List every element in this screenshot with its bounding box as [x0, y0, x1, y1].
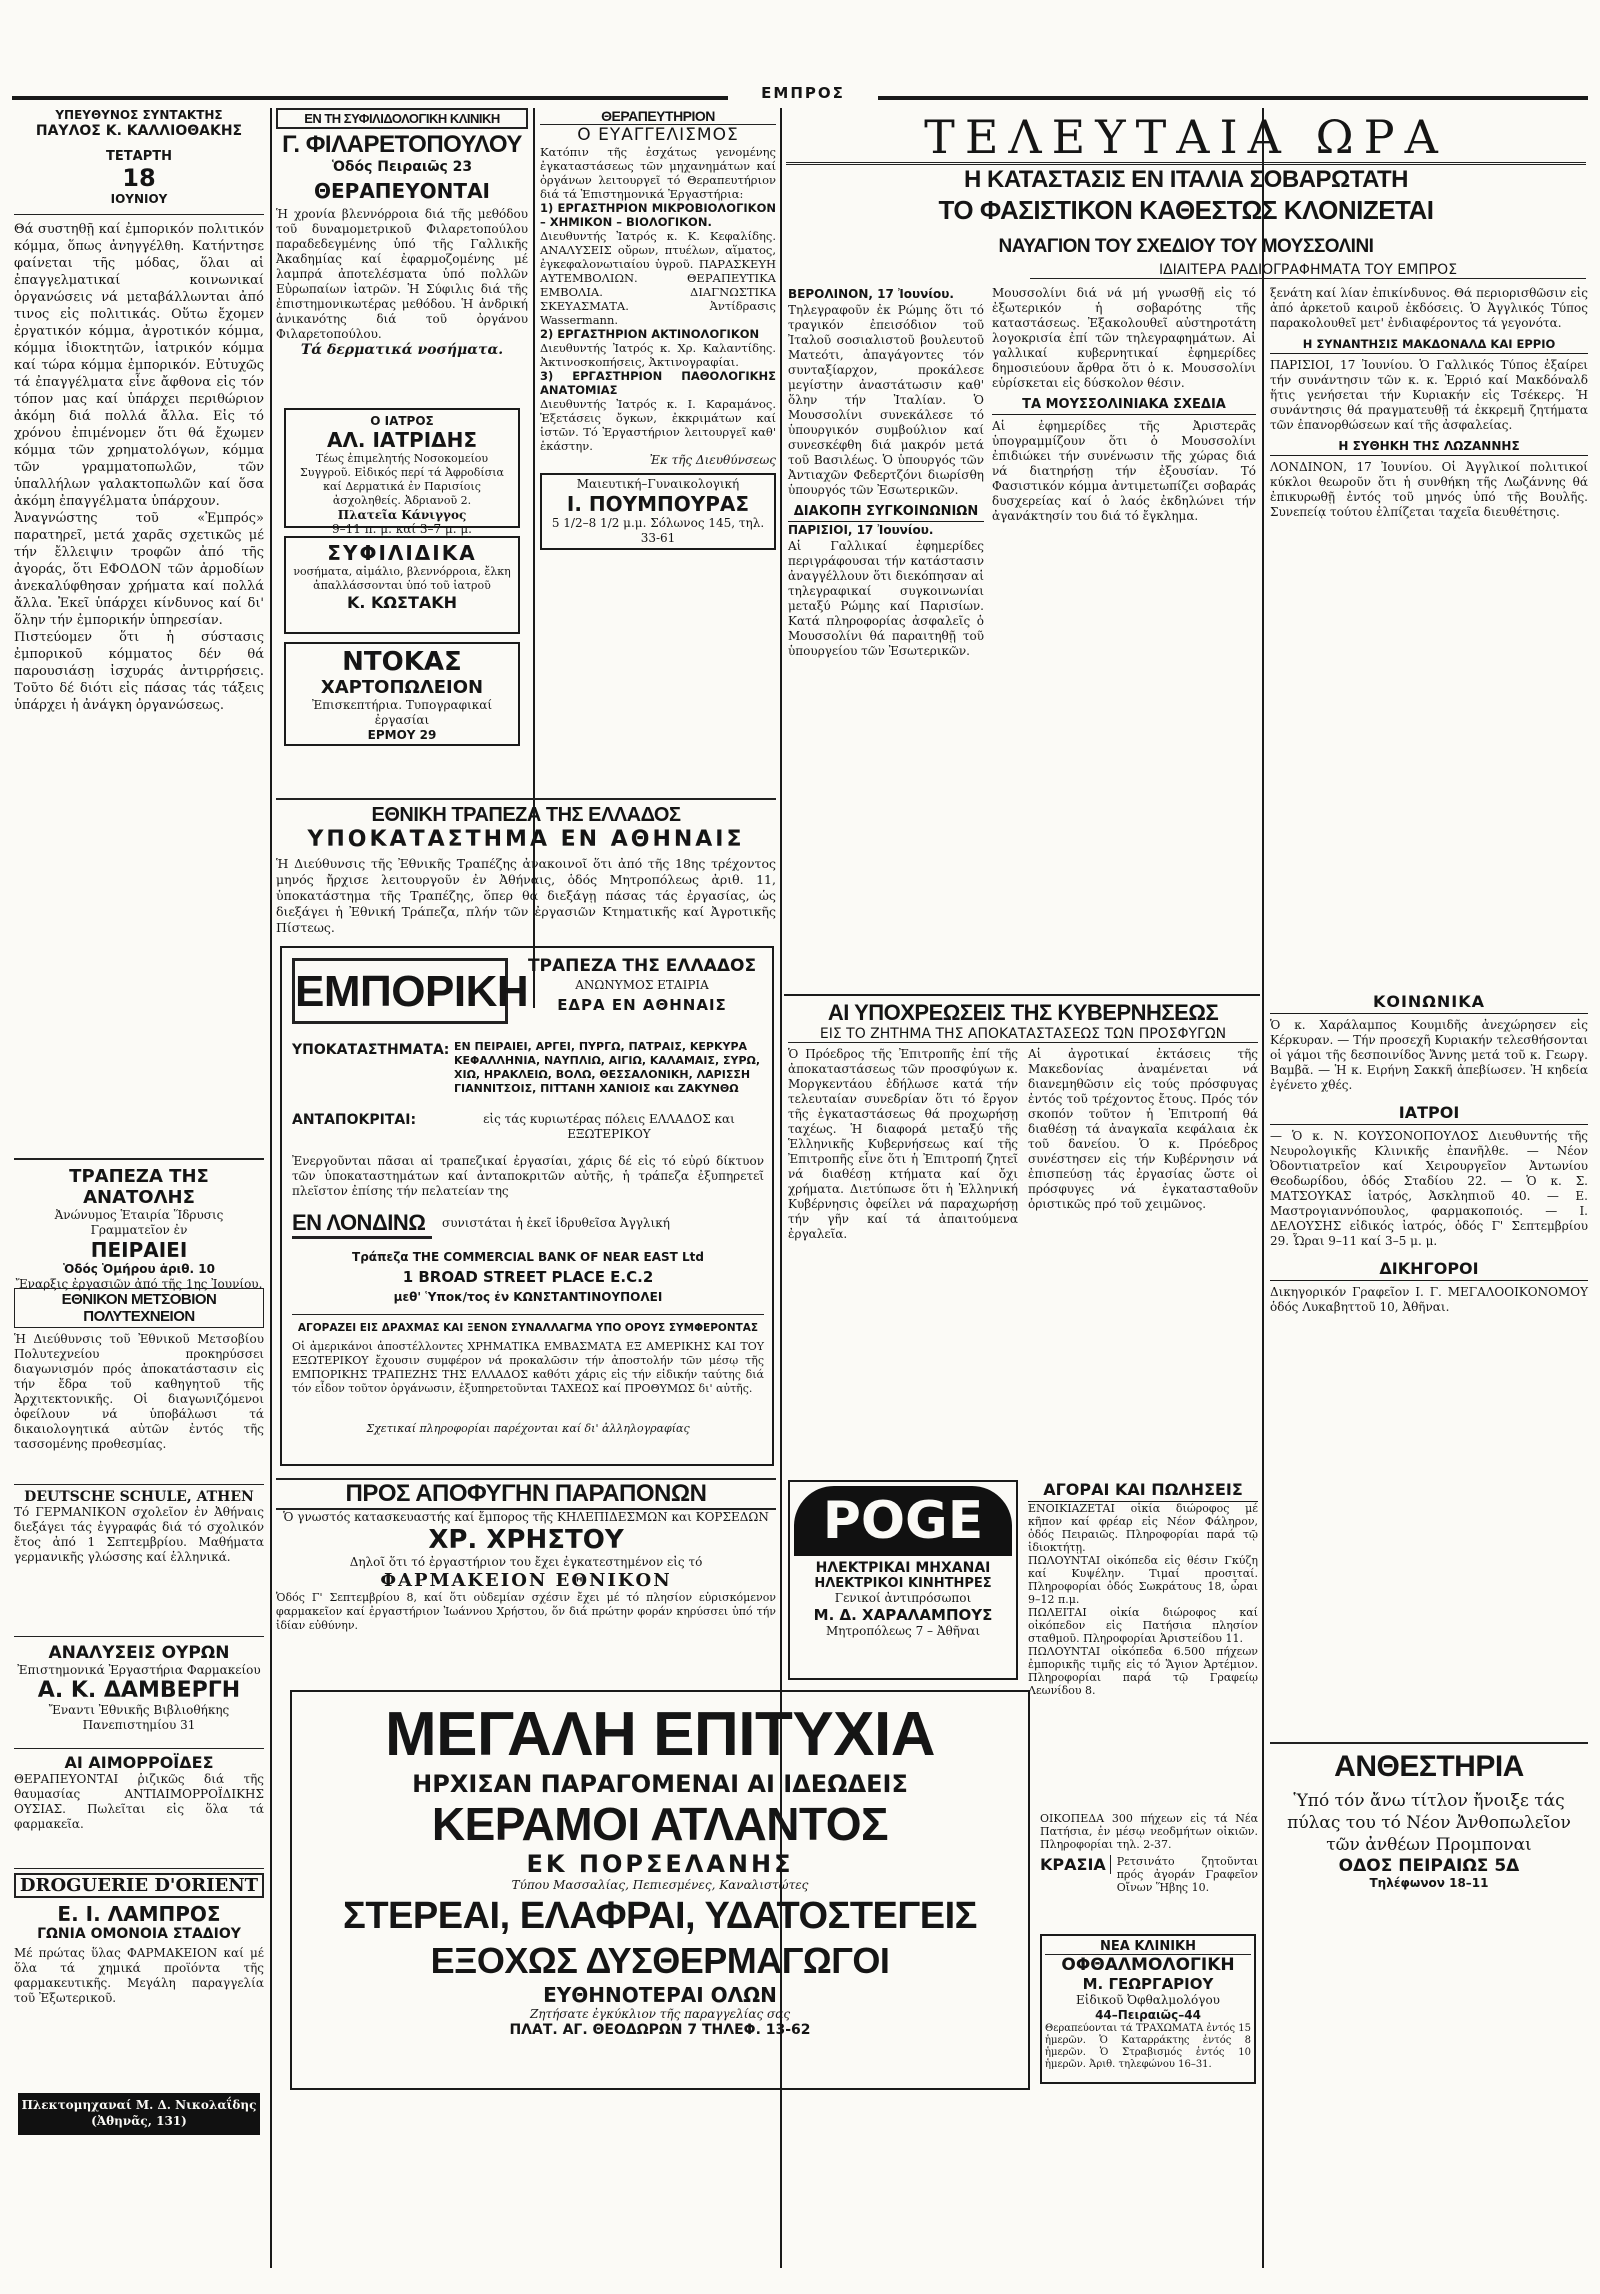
stationery-ad	[284, 642, 520, 746]
section-rule	[784, 994, 1260, 996]
ad-title: ΝΤΟΚΑΣ	[342, 647, 462, 677]
ad-price: ΕΥΘΗΝΟΤΕΡΑΙ ΟΛΩΝ	[543, 1983, 777, 2007]
ad-title: ΑΝΘΕΣΤΗΡΙΑ	[1270, 1742, 1588, 1784]
ad-address: ΕΡΜΟΥ 29	[367, 728, 437, 742]
article-text: Αἱ ἀγροτικαί ἐκτάσεις τῆς Μακεδονίας ἀναμένεται νά διανεμηθῶσιν εἰς τούς πρόσφυγας ἐντός τοῦ τρέχοντος ἔτους. Πρός τόν σκοπόν τοῦτον ἡ Ἐπιτροπή θά διαθέσῃ τά ἀναγκαῖα κεφάλαια ἐκ τοῦ δανείου. Ὁ κ. Πρόεδρος συνέστησεν εἰς τήν Κυβέρνησιν νά ἐπισπεύσῃ τάς ἐργασίας ὥστε οἱ πρόσφυγες νά ἐγκατασταθοῦν ὁριστικῶς πρό τοῦ χειμῶνος.	[1028, 1047, 1258, 1211]
ad-address: Ὁδός Ὁμήρου ἀριθ. 10	[63, 1262, 215, 1276]
news-text: ξενάτη καί λίαν ἐπικίνδυνος. Θά περιορισθῶσιν εἰς ἀπό ἀρκετοῦ καιροῦ ἐκδόσεις. Ὁ Ἀγγλικός Τύπος παρακολουθεῖ μετ' ἐνδιαφέροντος τά γεγονότα.	[1270, 286, 1588, 330]
news-text: Αἱ Γαλλικαί ἐφημερίδες περιγράφουσαι τήν κατάστασιν ἀναγγέλλουν ὅτι διεκόπησαν αἱ τηλεγραφικαί συγκοινωνίαι μεταξύ Ρώμης καί Παρισίων. Κατά πληροφορίας ἀσφαλεῖς ὁ Μουσσολίνι θά παραιτηθῇ τοῦ ὑπουργείου τῶν Ἐσωτερικῶν.	[788, 539, 984, 658]
clinic-address: Ὁδός Πειραιῶς 23	[331, 159, 473, 175]
issue-month: ΙΟΥΝΙΟΥ	[110, 192, 168, 206]
dateline: ΒΕΡΟΛΙΝΟΝ, 17 Ἰουνίου.	[788, 287, 954, 301]
ad-title: ΑΝΑΛΥΣΕΙΣ ΟΥΡΩΝ	[48, 1643, 230, 1663]
ad-address: ΟΔΟΣ ΠΕΙΡΑΙΩΣ 5Δ	[1338, 1856, 1520, 1876]
section-heading: ΔΙΚΗΓΟΡΟΙ	[1270, 1259, 1588, 1281]
fx-text: Οἱ ἀμερικάνοι ἀποστέλλοντες ΧΡΗΜΑΤΙΚΑ ΕΜΒΑΣΜΑΤΑ ΕΞ ΑΜΕΡΙΚΗΣ ΚΑΙ ΤΟΥ ΕΞΩΤΕΡΙΚΟΥ ἔχουσιν συμφέρον νά προκαλῶσιν τήν ἀποστολήν τῶν μέσῳ τῆς ΕΜΠΟΡΙΚΗΣ ΤΡΑΠΕΖΗΣ ΤΗΣ ΕΛΛΑΔΟΣ καθότι χάρις εἰς τήν εἰδικήν ταύτης διά τόν εἶδον τοῦτον ὀργάνωσιν, ἐξυπηρετοῦνται ΤΑΧΕΩΣ καί ΠΡΟΘΥΜΩΣ δι' αὐτῆς.	[292, 1340, 764, 1395]
notice-text: Ἡ Διεύθυνσις τοῦ Ἐθνικοῦ Μετσοβίου Πολυτεχνείου προκηρύσσει διαγωνισμόν πρός ἀποκατάστασιν εἰς τήν ἔδρα τοῦ καθηγητοῦ τῆς Ἀρχιτεκτονικῆς. Οἱ διαγωνιζόμενοι ὀφείλουν νά ὑποβάλωσι τά δικαιολογητικά αὐτῶν ἐντός τῆς τασσομένης προθεσμίας.	[14, 1332, 264, 1451]
section-heading: ΑΓΟΡΑΙ ΚΑΙ ΠΩΛΗΣΕΙΣ	[1028, 1480, 1258, 1502]
ad-label: Ο ΙΑΤΡΟΣ	[370, 414, 434, 428]
knitting-machines-sign: Πλεκτομηχαναί Μ. Δ. Νικολαΐδης (Ἀθηνᾶς, 131)	[18, 2093, 260, 2135]
issue-day: 18	[122, 164, 156, 192]
ad-phone: Τηλέφωνον 18–11	[1369, 1876, 1489, 1890]
ad-name: Μ. ΓΕΩΡΓΑΡΙΟΥ	[1082, 1975, 1214, 1993]
ad-notice: Δηλοῖ ὅτι τό ἐργαστήριον του ἔχει ἐγκατεστημένον εἰς τό	[349, 1555, 703, 1569]
clinic-footer: Τά δερματικά νοσήματα.	[300, 342, 504, 358]
ad-text: Ἐπισκεπτήρια. Τυπογραφικαί ἐργασίαι	[311, 698, 493, 727]
corset-ad	[276, 1478, 776, 1632]
section-heading: ΙΑΤΡΟΙ	[1270, 1103, 1588, 1125]
london-text: συνιστάται ἡ ἐκεῖ ἱδρυθεῖσα Ἀγγλική	[442, 1216, 670, 1230]
classified-ad: ΠΩΛΕΙΤΑΙ οἰκία διώροφος καί οἰκόπεδον εἰς Πατήσια πλησίον σταθμοῦ. Πληροφορίαι Ἀριστείδου 11.	[1028, 1606, 1258, 1645]
ad-name: Κ. ΚΩΣΤΑΚΗ	[346, 593, 458, 612]
section-heading: ΤΑ ΜΟΥΣΣΟΛΙΝΙΑΚΑ ΣΧΕΔΙΑ	[992, 397, 1256, 415]
ad-hours: 5 1/2–8 1/2 μ.μ. Σόλωνος 145, τηλ. 33-61	[551, 516, 765, 545]
ad-note: Ἔναρξις ἐργασιῶν ἀπό τῆς 1ης Ἰουνίου.	[15, 1277, 263, 1291]
article-title: ΑΙ ΥΠΟΧΡΕΩΣΕΙΣ ΤΗΣ ΚΥΒΕΡΝΗΣΕΩΣ	[827, 1000, 1219, 1025]
poge-ad	[788, 1480, 1018, 1680]
london-label: ΕΝ ΛΟΝΔΙΝΩ	[292, 1210, 432, 1239]
ad-subtitle: ΥΠΟΚΑΤΑΣΤΗΜΑ ΕΝ ΑΘΗΝΑΙΣ	[307, 827, 745, 852]
right-column-lower	[1270, 992, 1588, 1692]
ad-footer: Σχετικαί πληροφορίαι παρέχονται καί δι' ἀλληλογραφίας	[366, 1422, 690, 1435]
ad-title: DROGUERIE D'ORIENT	[14, 1873, 264, 1898]
column-text: Θά συστηθῇ καί ἐμπορικόν πολιτικόν κόμμα, ὅπως ἀνηγγέλθη. Κατήντησε φαίνεται τῆς μόδας, ὅλαι αἱ ἐπαγγελματικαί κοινωνικαί ὁργανώσεις νά μεταβάλλωνται ἀπό τινος εἰς πολιτικάς. Οὕτω ἔχομεν ἐργατικόν κόμμα, ἀγροτικόν κόμμα, κόμμα ἰδιοκτητῶν, ἰατρικόν κόμμα καί τώρα κόμμα ἐμπορικόν. Εὐτυχῶς τά ἐπαγγέλματα εἶνε ἄφθονα εἰς τόν τόπον μας καί ὑπάρχει περιθώριον ἀκόμη διά πολλά ἄλλα. Εἰς τό χρόνου ἐπιμένομεν ὅτι θά ἔχωμεν κόμμα τῶν χρηματολόγων, κόμμα τῶν γραμματοπωλῶν, τῶν ὑπαλλήλων γαλακτοπωλῶν καί ὅσα ἀκόμη ἐπαγγέλματα ὑπάρχουν.	[14, 222, 264, 509]
news-headline: ΝΑΥΑΓΙΟΝ ΤΟΥ ΣΧΕΔΙΟΥ ΤΟΥ ΜΟΥΣΣΟΛΙΝΙ	[998, 236, 1374, 257]
news-col-a	[788, 286, 984, 986]
editor-label: ΥΠΕΥΘΥΝΟΣ ΣΥΝΤΑΚΤΗΣ	[55, 108, 223, 122]
column-rule	[270, 108, 272, 2268]
section-heading: ΔΙΑΚΟΠΗ ΣΥΓΚΟΙΝΩΝΙΩΝ	[788, 504, 984, 522]
column-text: Πιστεύομεν ὅτι ἡ σύστασις ἐμπορικοῦ κόμματος δέν θά παρουσιάσῃ ἰσχυράς ἀντιρρήσεις. Τοῦτο δέ διότι εἰς πάσας τάς τάξεις ὑπάρχει ἡ ἀνάγκη ὀργανώσεως.	[14, 630, 264, 713]
ad-line: ΗΡΧΙΣΑΝ ΠΑΡΑΓΟΜΕΝΑΙ ΑΙ ΙΔΕΩΔΕΙΣ	[412, 1770, 908, 1798]
ad-big-title: ΜΕΓΑΛΗ ΕΠΙΤΥΧΙΑ	[384, 1700, 936, 1769]
gynecology-ad	[540, 473, 776, 550]
ad-subtitle: Ο ΕΥΑΓΓΕΛΙΣΜΟΣ	[577, 125, 739, 145]
branches-label: ΥΠΟΚΑΤΑΣΤΗΜΑΤΑ:	[292, 1042, 450, 1058]
correspondents-label: ΑΝΤΑΠΟΚΡΙΤΑΙ:	[292, 1112, 417, 1128]
issue-weekday: ΤΕΤΑΡΤΗ	[106, 149, 172, 164]
ad-seat: ΕΔΡΑ ΕΝ ΑΘΗΝΑΙΣ	[557, 996, 727, 1014]
ad-text: Τέως ἐπιμελητής Νοσοκομείου Συγγροῦ. Εἰδικός περί τά Ἀφροδίσια καί Δερματικά ἐν Παρισίοις ἀσχοληθείς. Ἀδριανοῦ 2.	[300, 452, 504, 507]
ad-label: ΝΕΑ ΚΛΙΝΙΚΗ	[1045, 1939, 1251, 1955]
notice-title: DEUTSCHE SCHULE, ATHEN	[24, 1489, 254, 1505]
london-bank: Τράπεζα THE COMMERCIAL BANK OF NEAR EAST Ltd	[352, 1250, 704, 1264]
ad-title: ΤΡΑΠΕΖΑ ΤΗΣ ΕΛΛΑΔΟΣ	[527, 956, 757, 976]
ad-subtitle: Ἐπιστημονικά Ἐργαστήρια Φαρμακείου	[17, 1663, 261, 1677]
article-subtitle: ΕΙΣ ΤΟ ΖΗΤΗΜΑ ΤΗΣ ΑΠΟΚΑΤΑΣΤΑΣΕΩΣ ΤΩΝ ΠΡΟΣΦΥΓΩΝ	[788, 1026, 1258, 1043]
news-strap: ΙΔΙΑΙΤΕΡΑ ΡΑΔΙΟΓΡΑΦΗΜΑΤΑ ΤΟΥ ΕΜΠΡΟΣ	[1030, 262, 1586, 279]
ad-title: ΟΦΘΑΛΜΟΛΟΓΙΚΗ	[1061, 1955, 1235, 1975]
clinic-heading: ΘΕΡΑΠΕΥΟΝΤΑΙ	[314, 179, 490, 203]
masthead-paper-name: ΕΜΠΡΟΣ	[728, 84, 878, 106]
news-text: ΠΑΡΙΣΙΟΙ, 17 Ἰουνίου. Ὁ Γαλλικός Τύπος ἐξαίρει τήν συνάντησιν τῶν κ. κ. Ἐρριό καί Μακδόναλδ ἥτις γενήσεται τήν Κυριακήν εἰς Τσέκερς. Ἡ συνάντησις θά πραγματευθῇ τά ἐκκρεμῆ ζητήματα τῶν ἐπανορθώσεων καί τῆς ἀσφαλείας.	[1270, 358, 1588, 432]
market-column	[1028, 1480, 1258, 1697]
ad-name: Ε. Ι. ΛΑΜΠΡΟΣ	[57, 1902, 221, 1926]
lab-text: Διευθυντής Ἰατρός κ. Ι. Καραμάνος. Ἐξετάσεις ὄγκων, ἐκκριμάτων καί ἱστῶν. Τό Ἐργαστήριον λειτουργεῖ καθ' ἑκάστην.	[540, 397, 776, 453]
syphilis-ad	[284, 536, 520, 634]
droguerie-ad	[14, 1868, 264, 2058]
ad-text: ΘΕΡΑΠΕΥΟΝΤΑΙ ῥιζικῶς διά τῆς θαυμασίας ΑΝΤΙΑΙΜΟΡΡΟΪΔΙΚΗΣ ΟΥΣΙΑΣ. Πωλεῖται εἰς ὅλα τά φαρμακεῖα.	[14, 1772, 264, 1831]
ad-title: ΣΥΦΙΛΙΔΙΚΑ	[327, 541, 477, 565]
clinic-top-label: ΕΝ ΤΗ ΣΥΦΙΛΙΔΟΛΟΓΙΚΗ ΚΛΙΝΙΚΗ	[276, 108, 528, 129]
ad-address: ΓΩΝΙΑ ΟΜΟΝΟΙΑ ΣΤΑΔΙΟΥ	[37, 1926, 241, 1942]
column-text: Ἀναγνώστης τοῦ «Ἐμπρός» παρατηρεῖ, μετά χαρᾶς σχετικῶς μέ τήν ἔλλειψιν τροφῶν ἀπό τῆς ἀγοράς, ὅτι ΕΦΟΔΟΝ τῶν ἀρμοδίων ἀνεκαλύφθησαν χρήματα καί πολλά ἄλλα. Ἐκεῖ ὑπάρχει κίνδυνος καί δι' ὅλην τήν ἐμπορικήν ὑπηρεσίαν.	[14, 511, 264, 628]
tiles-ad	[290, 1690, 1030, 2090]
news-text: Τηλεγραφοῦν ἐκ Ρώμης ὅτι τό τραγικόν ἐπεισόδιον τοῦ Ἰταλοῦ σοσιαλιστοῦ βουλευτοῦ Ματεότι, ἀπαγάγοντες τόν συνταξίαρχον, προκάλεσε μεγίστην ἀναστάτωσιν καθ' ὅλην τήν Ἰταλίαν. Ὁ Μουσσολίνι συνεκάλεσε τό ὑπουργικόν συμβούλιον καί συνεσκέφθη διά μακρόν μετά τοῦ Βασιλέως. Ὁ ὑπουργός τῶν Ἀντιαχῶν Φεδερτζόνι διωρίσθη ὑπουργός τῶν Ἐσωτερικῶν.	[788, 303, 984, 497]
flowers-ad	[1270, 1742, 1588, 1942]
ad-label: Μαιευτική–Γυναικολογική	[576, 477, 740, 491]
eye-clinic-ad	[1040, 1934, 1256, 2084]
divider	[292, 1314, 764, 1315]
ad-subtitle: Εἰδικοῦ Ὀφθαλμολόγου	[1076, 1993, 1220, 2007]
ad-text: Κατόπιν τῆς ἐσχάτως γενομένης ἐγκαταστάσεως τῶν μηχανημάτων καί ὀργάνων λειτουργεῖ τό Θεραπευτήριον διά τά Ἐπιστημονικά Ἐργαστήρια:	[540, 145, 776, 201]
article-text: Ὁ Πρόεδρος τῆς Ἐπιτροπῆς ἐπί τῆς ἀποκαταστάσεως τῶν προσφύγων κ. Μοργκεντάου ἐδήλωσε κατά τήν τελευταίαν συνεδρίαν ὅτι τό ἔργον τῆς ἐγκαταστάσεως θά προχωρήσῃ ταχέως. Ἡ διαφορά μεταξύ τῆς Ἑλληνικῆς Κυβερνήσεως καί τῆς Ἐπιτροπῆς εἶνε ὅτι ἡ Ἐπιτροπή ζητεῖ νά διαθέσῃ κτήματα καί ὄχι χρήματα. Διετύπωσε ὅτι ἡ Ἑλληνική Κυβέρνησις ὀφείλει νά παραχωρήσῃ τήν γῆν καί τά ἀπαιτούμενα ἐργαλεῖα.	[788, 1047, 1018, 1241]
pharmacy-name: ΦΑΡΜΑΚΕΙΟΝ ΕΘΝΙΚΟΝ	[380, 1570, 672, 1591]
news-text: Αἱ ἐφημερίδες τῆς Ἀριστερᾶς ὑπογραμμίζουν ὅτι ὁ Μουσσολίνι ἐπιδιώκει τήν συνένωσιν τῆς χώρας διά νά διατηρήσῃ τήν ἐξουσίαν. Τό Φασιστικόν κόμμα ἀντιμετωπίζει σοβαράς δυσχερείας καί ὁ λαός ἐκδηλώνει τήν ἀγανάκτησίν του διά τό ἔγκλημα.	[992, 419, 1256, 523]
ad-text: Ἡ Διεύθυνσις τῆς Ἐθνικῆς Τραπέζης ἀνακοινοῖ ὅτι ἀπό τῆς 18ης τρέχοντος μηνός ἤρχισε λειτουργοῦν ἐν Ἀθήναις, ὁδός Μητροπόλεως ἀριθ. 11, ὑποκατάστημα τῆς Τραπέζης, ὅπερ θά διεξάγῃ πάσας τάς ἐργασίας, ὡς διεξάγει ἡ Ἐθνική Τράπεζα, πλήν τῶν ἐργασιῶν Κτηματικῆς καί Ἀγροτικῆς Πίστεως.	[276, 856, 776, 935]
brand-logo: POGE	[794, 1486, 1012, 1556]
ad-text: Μέ πρώτας ὕλας ΦΑΡΜΑΚΕΙΟΝ καί μέ ὅλα τά χημικά προϊόντα τῆς φαρμακευτικῆς. Μεγάλη παραγγελία τοῦ Ἐξωτερικοῦ.	[14, 1946, 264, 2005]
ad-address: 44–Πειραιῶς–44	[1095, 2008, 1201, 2022]
ad-note: Ζητήσατε ἐγκύκλιον τῆς παραγγελίας σας	[529, 2007, 791, 2021]
ad-title: ΤΡΑΠΕΖΑ ΤΗΣ ΑΝΑΤΟΛΗΣ	[69, 1166, 209, 1208]
ad-name: Α. Κ. ΔΑΜΒΕΡΓΗ	[37, 1678, 241, 1703]
divider	[14, 214, 264, 215]
ad-quality: ΕΞΟΧΩΣ ΔΥΣΘΕΡΜΑΓΩΓΟΙ	[430, 1940, 890, 1981]
ad-big-title: ΕΜΠΟΡΙΚΗ	[292, 958, 508, 1024]
dateline: ΠΑΡΙΣΙΟΙ, 17 Ἰουνίου.	[788, 523, 934, 537]
ad-text: νοσήματα, αἰμάλιο, βλεννόρροια, ἔλκη ἀπαλλάσσονται ὑπό τοῦ ἰατροῦ	[293, 565, 511, 592]
classified-ad: ΠΩΛΟΥΝΤΑΙ οἰκόπεδα 6.500 πήχεων ἐμπορικῆς τιμῆς εἰς τό Ἅγιον Ἀρτέμιον. Πληροφορίαι παρά τῷ Γραφείῳ Λεωνίδου 8.	[1028, 1645, 1258, 1697]
school-notice	[14, 1484, 264, 1604]
classified-ad: ΟΙΚΟΠΕΔΑ 300 πήχεων εἰς τά Νέα Πατήσια, ἐν μέσῳ νεοδμήτων οἰκιῶν. Πληροφορίαι τηλ. 2-37.	[1040, 1812, 1258, 1851]
section-heading: Η ΣΥΝΑΝΤΗΣΙΣ ΜΑΚΔΟΝΑΛΔ ΚΑΙ ΕΡΡΙΟ	[1270, 337, 1588, 354]
london-constantinople: μεθ' Ὑποκ/τος ἐν ΚΩΝΣΤΑΝΤΙΝΟΥΠΟΛΕΙ	[393, 1290, 663, 1304]
ad-signature: Ἐκ τῆς Διευθύνσεως	[649, 453, 776, 467]
ad-text: Θεραπεύονται τά ΤΡΑΧΩΜΑΤΑ ἐντός 15 ἡμερῶν. Ὁ Καταρράκτης ἐντός 8 ἡμερῶν. Ὁ Στραβισμός ἐντός 10 ἡμερῶν. Ἀριθ. τηλεφώνου 16–31.	[1045, 2023, 1251, 2070]
ad-quality: ΣΤΕΡΕΑΙ, ΕΛΑΦΡΑΙ, ΥΔΑΤΟΣΤΕΓΕΙΣ	[343, 1895, 977, 1937]
classified-ad: Ρετσινάτο ζητοῦνται πρός ἀγοράν Γραφεῖον Οἴνων Ἥβης 10.	[1116, 1855, 1258, 1894]
classified-ad: ΕΝΟΙΚΙΑΖΕΤΑΙ οἰκία διώροφος μέ κῆπον καί φρέαρ εἰς Νέον Φάληρον, ὁδός Πειραιῶς. Πληροφορίαι παρά τῷ ἰδιοκτήτῃ.	[1028, 1502, 1258, 1554]
national-bank-ad	[276, 798, 776, 938]
ad-text: Ὁδός Γ' Σεπτεμβρίου 8, καί ὅτι οὐδεμίαν σχέσιν ἔχει μέ τό πλησίον εὑρισκόμενον φαρμακεῖον καί ἐργαστήριον Ἰωάννου Χρήστου, ὅν διά πρώτην φοράν κηρύσσει ὑπό τήν ἰδίαν εὐθύνην.	[276, 1591, 776, 1632]
clinic-text: Ἡ χρονία βλεννόρροια διά τῆς μεθόδου τοῦ δυναμομετρικοῦ Φιλαρετοπούλου παραδεδεγμένης ὑπό τῆς Γαλλικῆς Ἀκαδημίας καί ἐφαρμοζομένης μέ λαμπρά ἀποτελέσματα ὑπό πολλῶν Εὐρωπαίων ἰατρῶν. Ἡ Σύφιλις διά τῆς ἐπιστημονικωτέρας μεθόδου. Ἡ ἀνδρική ἀνικανότης διά τοῦ ὀργάνου Φιλαρετοπούλου.	[276, 207, 528, 341]
section-heading: ΚΟΙΝΩΝΙΚΑ	[1270, 992, 1588, 1014]
news-headline: ΤΟ ΦΑΣΙΣΤΙΚΟΝ ΚΑΘΕΣΤΩΣ ΚΛΟΝΙΖΕΤΑΙ	[938, 195, 1434, 225]
ad-name: ΑΛ. ΙΑΤΡΙΔΗΣ	[326, 428, 478, 452]
government-article	[788, 1000, 1258, 1470]
left-column	[14, 108, 264, 2268]
doctor-ad	[284, 408, 520, 536]
section-heading: Η ΣΥΘΗΚΗ ΤΗΣ ΛΩΖΑΝΝΗΣ	[1270, 439, 1588, 456]
lab-heading: 2) ΕΡΓΑΣΤΗΡΙΟΝ ΑΚΤΙΝΟΛΟΓΙΚΟΝ	[540, 327, 760, 341]
ad-text: Ἐνεργοῦνται πᾶσαι αἱ τραπεζικαί ἐργασίαι, χάρις δέ εἰς τό εὐρύ δίκτυον τῶν ὑποκαταστημάτων καί ἀνταποκριτῶν αὐτῆς, ἡ τράπεζα ἐξυπηρετεῖ πλεῖστον ἐπίσης τήν πελατείαν της	[292, 1154, 764, 1198]
notice-title: ΕΘΝΙΚΟΝ ΜΕΤΣΟΒΙΟΝ ΠΟΛΥΤΕΧΝΕΙΟΝ	[14, 1288, 264, 1328]
news-banner: ΤΕΛΕΥΤΑΙΑ ΩΡΑ	[786, 112, 1586, 165]
section-text: — Ὁ κ. Ν. ΚΟΥΣΟΝΟΠΟΥΛΟΣ Διευθυντής τῆς Νευρολογικῆς Κλινικῆς ἐπανῆλθε. — Νέον Ὀδοντιατρεῖον καί Χειρουργεῖον Ἀντωνίου Θεοδωρίδου, ὁδός Σταδίου 22. — Ὁ κ. Σ. ΜΑΤΣΟΥΚΑΣ ἰατρός, Ἀσκληπιοῦ 40. — Ε. Μαστρογιαννόπουλος, φαρμακοποιός. — Ι. ΔΕΛΟΥΣΗΣ εἰδικός ἰατρός, ὁδός Γ' Σεπτεμβρίου 29. Ὧραι 9–11 καί 3–5 μ. μ.	[1270, 1129, 1588, 1248]
haemorrhoids-ad	[14, 1748, 264, 1858]
correspondents-text: εἰς τάς κυριωτέρας πόλεις ΕΛΛΑΔΟΣ και ΕΞΩΤΕΡΙΚΟΥ	[483, 1112, 735, 1141]
wine-label: ΚΡΑΣΙΑ	[1040, 1855, 1111, 1874]
news-col-b	[992, 286, 1256, 986]
notice-text: Τό ΓΕΡΜΑΝΙΚΟΝ σχολεῖον ἐν Ἀθήναις διεξάγει τάς ἐγγραφάς διά τό σχολικόν ἔτος ἀπό 1 Σεπτεμβρίου. Μαθήματα γερμανικῆς γλώσσης καί ἑλληνικά.	[14, 1505, 264, 1564]
fx-title: ΑΓΟΡΑΖΕΙ ΕΙΣ ΔΡΑΧΜΑΣ ΚΑΙ ΞΕΝΟΝ ΣΥΝΑΛΛΑΓΜΑ ΥΠΟ ΟΡΟΥΣ ΣΥΜΦΕΡΟΝΤΑΣ	[297, 1322, 759, 1334]
ad-note: Γενικοί ἀντιπρόσωποι	[834, 1591, 972, 1605]
ad-title: ΑΙ ΑΙΜΟΡΡΟΪΔΕΣ	[64, 1753, 214, 1772]
bank-ad-anatolis	[14, 1158, 264, 1291]
market-extra	[1040, 1812, 1258, 1922]
ad-material: ΕΚ ΠΟΡΣΕΛΑΝΗΣ	[526, 1850, 794, 1878]
ad-address: Πλατεῖα Κάνιγγος	[337, 508, 467, 522]
section-text: Δικηγορικόν Γραφεῖον Ι. Γ. ΜΕΓΑΛΟΟΙΚΟΝΟΜΟΥ ὁδός Λυκαβηττοῦ 10, Ἀθῆναι.	[1270, 1285, 1588, 1314]
lab-heading: 3) ΕΡΓΑΣΤΗΡΙΟΝ ΠΑΘΟΛΟΓΙΚΗΣ ΑΝΑΤΟΜΙΑΣ	[540, 369, 776, 397]
lab-text: Διευθυντής Ἰατρός κ. Χρ. Καλαντίδης. Ἀκτινοσκοπήσεις, Ἀκτινογραφίαι.	[540, 341, 776, 369]
ad-address: ΠΛΑΤ. ΑΓ. ΘΕΟΔΩΡΩΝ 7 ΤΗΛΕΦ. 13-62	[509, 2022, 811, 2038]
ad-city: ΠΕΙΡΑΙΕΙ	[90, 1238, 188, 1262]
ad-line: ΗΛΕΚΤΡΙΚΟΙ ΚΙΝΗΤΗΡΕΣ	[814, 1576, 992, 1591]
ad-title: ΘΕΡΑΠΕΥΤΗΡΙΟΝ	[540, 108, 776, 125]
ad-text: Ὑπό τόν ἄνω τίτλον ἤνοιξε τάς πύλας του τό Νέον Ἀνθοπωλεῖον τῶν ἀνθέων Προμποναι	[1287, 1791, 1571, 1855]
therapeutic-column	[540, 108, 776, 768]
ad-name: Ι. ΠΟΥΜΠΟΥΡΑΣ	[566, 492, 750, 516]
urine-analysis-ad	[14, 1636, 264, 1736]
ad-title: ΠΡΟΣ ΑΠΟΦΥΓΗΝ ΠΑΡΑΠΟΝΩΝ	[276, 1478, 776, 1510]
ad-title: ΕΘΝΙΚΗ ΤΡΑΠΕΖΑ ΤΗΣ ΕΛΛΑΔΟΣ	[371, 804, 681, 826]
section-text: Ὁ κ. Χαράλαμπος Κουμιδῆς ἀνεχώρησεν εἰς Κέρκυραν. — Τήν προσεχῆ Κυριακήν τελεσθήσονται οἱ γάμοι τῆς δεσποινίδος Ἄννης μετά τοῦ κ. Γεωργ. Βαμβᾶ. — Ἡ κ. Ειρήνη Σακκῆ ἀπεβίωσεν. Ἡ κηδεία ἐγένετο χθές.	[1270, 1018, 1588, 1092]
editor-name: ΠΑΥΛΟΣ Κ. ΚΑΛΛΙΟΘΑΚΗΣ	[35, 123, 243, 139]
ad-name: ΧΡ. ΧΡΗΣΤΟΥ	[428, 1525, 624, 1555]
ad-subtitle: ΑΝΩΝΥΜΟΣ ΕΤΑΙΡΙΑ	[575, 978, 709, 992]
ad-address: Μητροπόλεως 7 – Ἀθῆναι	[825, 1624, 981, 1638]
ad-subtitle: Ὁ γνωστός κατασκευαστής καί ἔμπορος τῆς ΚΗΛΕΠΙΔΕΣΜΩΝ και ΚΟΡΣΕΔΩΝ	[283, 1510, 769, 1524]
news-text: Μουσσολίνι διά νά μή γνωσθῇ εἰς τό ἐξωτερικόν ἡ σοβαρότης τῆς καταστάσεως. Ἐξακολουθεῖ αὐστηροτάτη λογοκρισία ἐπί τῶν τηλεγραφημάτων. Αἱ γαλλικαί κυβερνητικαί ἐφημερίδες δημοσιεύουν ἄρθρα ὅτι ὁ κ. Μουσσολίνι εὑρίσκεται εἰς δύσκολον θέσιν.	[992, 286, 1256, 390]
news-col-right	[1270, 286, 1588, 986]
ad-subtitle: Ἀνώνυμος Ἑταιρία Ἵδρυσις Γραμματεῖον ἐν	[54, 1208, 224, 1237]
emporiki-bank-ad	[280, 946, 774, 1466]
ad-subtitle: ΧΑΡΤΟΠΩΛΕΙΟΝ	[320, 677, 484, 698]
ad-types: Τύπου Μασσαλίας, Πεπιεσμένες, Καναλιστώτες	[511, 1878, 809, 1892]
ad-address: Ἔναντι Ἐθνικῆς Βιβλιοθήκης Πανεπιστημίου 31	[48, 1703, 230, 1732]
news-headline: Η ΚΑΤΑΣΤΑΣΙΣ ΕΝ ΙΤΑΛΙΑ ΣΟΒΑΡΩΤΑΤΗ	[964, 166, 1408, 193]
london-address: 1 BROAD STREET PLACE E.C.2	[402, 1268, 654, 1286]
column-rule	[1262, 108, 1264, 2268]
branches-list: ΕΝ ΠΕΙΡΑΙΕΙ, ΑΡΓΕΙ, ΠΥΡΓΩ, ΠΑΤΡΑΙΣ, ΚΕΡΚΥΡΑ ΚΕΦΑΛΛΗΝΙΑ, ΝΑΥΠΛΙΩ, ΑΙΓΙΩ, ΚΑΛΑΜΑΙΣ, ΣΥΡΩ, ΧΙΩ, ΗΡΑΚΛΕΙΩ, ΒΟΛΩ, ΘΕΣΣΑΛΟΝΙΚΗ, ΛΑΡΙΣΣΗ ΓΙΑΝΝΙΤΣΟΙΣ, ΠΙΤΤΑΝΗ ΧΑΝΙΟΙΣ και ΖΑΚΥΝΘΩ	[454, 1040, 761, 1095]
ad-hours: 9–11 π. μ. καί 3–7 μ. μ.	[332, 522, 472, 536]
ad-name: Μ. Δ. ΧΑΡΑΛΑΜΠΟΥΣ	[813, 1606, 993, 1624]
classified-ad: ΠΩΛΟΥΝΤΑΙ οἰκόπεδα εἰς θέσιν Γκύζη καί Κυψέλην. Τιμαί προσιταί. Πληροφορίαι ὁδός Σωκράτους 18, ὧραι 9–12 π.μ.	[1028, 1554, 1258, 1606]
lab-heading: 1) ΕΡΓΑΣΤΗΡΙΟΝ ΜΙΚΡΟΒΙΟΛΟΓΙΚΟΝ – ΧΗΜΙΚΟΝ – ΒΙΟΛΟΓΙΚΟΝ.	[540, 201, 776, 229]
news-text: ΛΟΝΔΙΝΟΝ, 17 Ἰουνίου. Οἱ Ἀγγλικοί πολιτικοί κύκλοι θεωροῦν ὅτι ἡ συνθήκη τῆς Λωζάννης θά ἐπικυρωθῇ ἐντός τοῦ μηνός ὑπό τῆς Βουλῆς. Συνεπείᾳ τούτου ἐλπίζεται ταχεῖα διευθέτησις.	[1270, 460, 1588, 519]
polytechnic-notice	[14, 1288, 264, 1478]
ad-line: ΗΛΕΚΤΡΙΚΑΙ ΜΗΧΑΝΑΙ	[815, 1560, 991, 1576]
ad-product: ΚΕΡΑΜΟΙ ΑΤΛΑΝΤΟΣ	[431, 1798, 889, 1850]
news-header	[786, 112, 1586, 232]
lab-text: Διευθυντής Ἰατρός κ. Κ. Κεφαλίδης. ΑΝΑΛΥΣΕΙΣ οὔρων, πτυέλων, αἵματος, ἐγκεφαλονωτιαίου ὑγροῦ. ΠΑΡΑΣΚΕΥΗ ΑΥΤΕΜΒΟΛΙΩΝ. ΘΕΡΑΠΕΥΤΙΚΑ ΕΜΒΟΛΙΑ. ΔΙΑΓΝΩΣΤΙΚΑ ΣΚΕΥΑΣΜΑΤΑ. Ἀντίδρασις Wassermann.	[540, 229, 776, 327]
clinic-name: Γ. ΦΙΛΑΡΕΤΟΠΟΥΛΟΥ	[282, 131, 522, 158]
